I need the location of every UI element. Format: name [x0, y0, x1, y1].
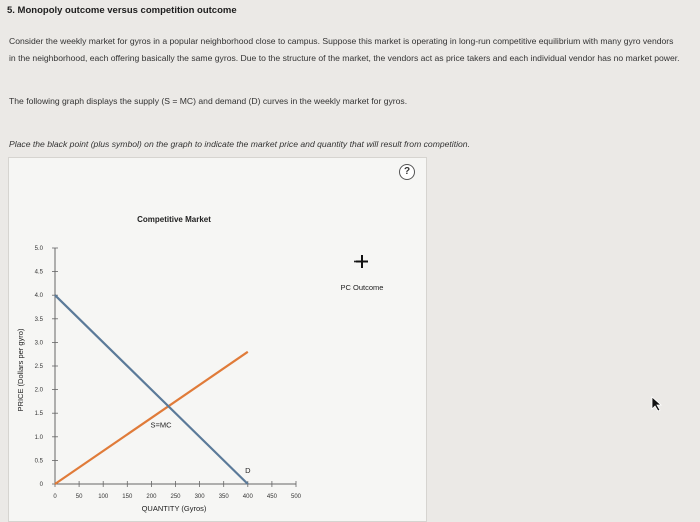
- mouse-pointer-icon: [650, 396, 664, 412]
- x-tick-label: 350: [218, 494, 229, 500]
- y-tick-label: 4.5: [34, 269, 43, 276]
- x-tick-label: 400: [242, 494, 253, 500]
- y-tick-label: 1.5: [34, 411, 43, 418]
- x-tick-label: 250: [170, 494, 181, 500]
- x-tick-label: 100: [98, 494, 109, 500]
- chart-title: Competitive Market: [137, 215, 211, 224]
- y-tick-label: 1.0: [34, 434, 43, 441]
- y-tick-label: 5.0: [34, 246, 43, 252]
- y-tick-label: 0.5: [34, 458, 43, 465]
- y-tick-label: 4.0: [34, 293, 43, 300]
- y-tick-label: 3.5: [34, 316, 43, 323]
- x-tick-label: 300: [194, 494, 205, 500]
- question-circle-icon[interactable]: ?: [399, 164, 415, 180]
- question-heading: 5. Monopoly outcome versus competition outcome: [7, 5, 237, 16]
- series-line-s-mc: [55, 352, 248, 484]
- y-axis-label: PRICE (Dollars per gyro): [16, 328, 25, 412]
- question-intro: Consider the weekly market for gyros in a popular neighborhood close to campus. Suppose this market is operating in long-run competitive equilibrium with many gyro vendors in the neighborhood, each offering basically the same gyros. Due to the structure of the market, the vendors act as price takers and each individual vendor has no market power.: [9, 36, 680, 63]
- pc-outcome-tool[interactable]: [341, 255, 384, 292]
- y-tick-label: 2.5: [34, 364, 43, 370]
- graph-description: The following graph displays the supply (S = MC) and demand (D) curves in the weekly market for gyros.: [9, 96, 408, 106]
- x-tick-label: 200: [146, 494, 157, 500]
- series-label: D: [245, 466, 251, 475]
- x-tick-label: 500: [290, 494, 302, 500]
- y-tick-label: 3.0: [34, 340, 43, 347]
- y-tick-label: 2.0: [34, 387, 43, 394]
- instruction-text: Place the black point (plus symbol) on the graph to indicate the market price and quantity that will result from competition.: [9, 139, 470, 149]
- y-tick-label: 0: [39, 482, 43, 488]
- series-label: S=MC: [150, 420, 172, 430]
- x-tick-label: 0: [53, 494, 57, 500]
- pc-outcome-label: PC Outcome: [340, 283, 384, 292]
- plus-icon[interactable]: [354, 255, 368, 268]
- x-axis-label: QUANTITY (Gyros): [141, 504, 207, 513]
- x-tick-label: 50: [75, 494, 83, 500]
- series-line-d: [55, 295, 248, 484]
- x-tick-label: 150: [122, 494, 133, 500]
- x-tick-label: 450: [266, 494, 277, 500]
